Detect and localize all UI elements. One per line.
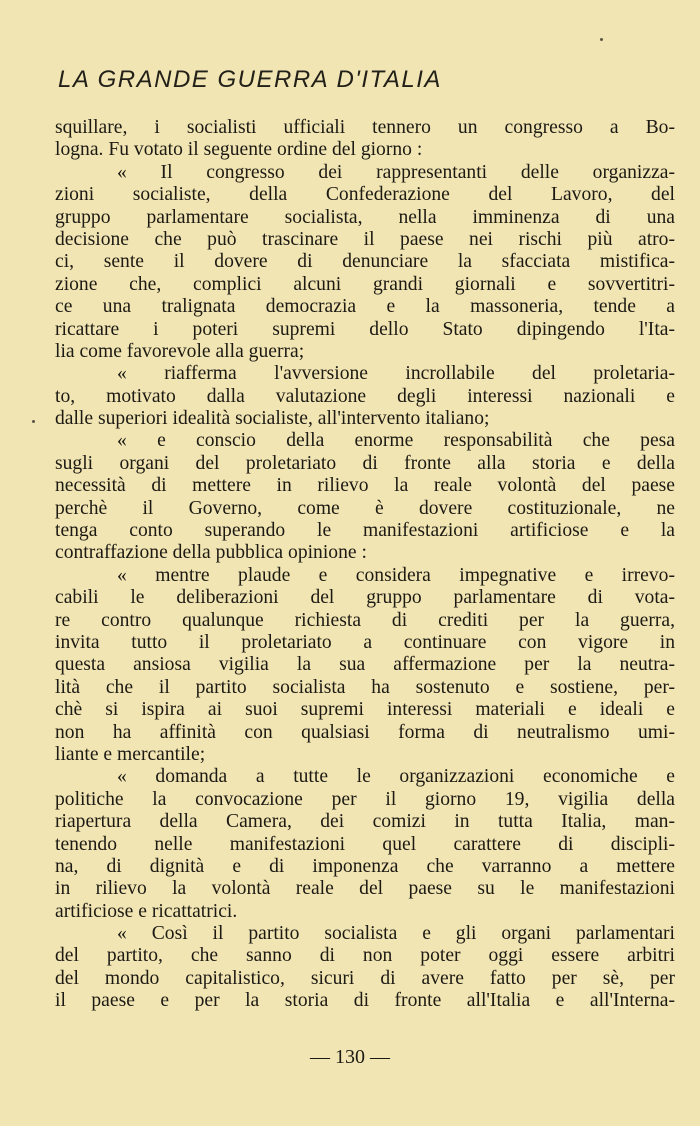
paper-speck [600,38,603,41]
text-line: liante e mercantile; [55,743,206,765]
text-line: « domanda a tutte le organizzazioni economiche e [117,766,675,788]
text-line: artificiose e ricattatrici. [55,900,238,922]
text-line: il paese e per la storia di fronte all'Italia e all'Interna- [55,990,675,1012]
text-line: « riafferma l'avversione incrollabile del proletaria- [117,363,675,385]
text-line: non ha affinità con qualsiasi forma di neutralismo umi- [55,721,675,743]
text-line: cabili le deliberazioni del gruppo parlamentare di vota- [55,587,675,609]
text-line: questa ansiosa vigilia la sua affermazione per la neutra- [55,654,675,676]
running-title: LA GRANDE GUERRA D'ITALIA [58,66,442,93]
text-line: na, di dignità e di imponenza che varranno a mettere [55,855,675,877]
text-line: chè si ispira ai suoi supremi interessi materiali e ideali e [55,699,675,721]
text-line: necessità di mettere in rilievo la reale volontà del paese [55,475,675,497]
text-line: lità che il partito socialista ha sostenuto e sostiene, per- [55,676,675,698]
text-line: dalle superiori idealità socialiste, all'intervento italiano; [55,408,490,430]
text-line: politiche la convocazione per il giorno 19, vigilia della [55,788,675,810]
text-line: del partito, che sanno di non poter oggi essere arbitri [55,945,675,967]
text-line: « Il congresso dei rappresentanti delle organizza- [117,161,675,183]
page-number: — 130 — [310,1046,390,1068]
text-line: re contro qualunque richiesta di crediti per la guerra, [55,609,675,631]
text-line: ce una tralignata democrazia e la massoneria, tende a [55,296,675,318]
text-line: gruppo parlamentare socialista, nella imminenza di una [55,206,675,228]
text-line: lia come favorevole alla guerra; [55,340,305,362]
text-line: tenendo nelle manifestazioni quel carattere di discipli- [55,833,675,855]
text-line: zione che, complici alcuni grandi giornali e sovvertitri- [55,273,675,295]
body-text [55,117,675,1013]
text-line: logna. Fu votato il seguente ordine del giorno : [55,139,423,161]
text-line: squillare, i socialisti ufficiali tennero un congresso a Bo- [55,117,675,138]
text-line: ricattare i poteri supremi dello Stato dipingendo l'Ita- [55,318,675,340]
text-line: « e conscio della enorme responsabilità che pesa [117,430,675,452]
text-line: invita tutto il proletariato a continuare con vigore in [55,631,675,653]
text-line: zioni socialiste, della Confederazione del Lavoro, del [55,184,675,206]
text-line: to, motivato dalla valutazione degli interessi nazionali e [55,385,675,407]
text-line: riapertura della Camera, dei comizi in tutta Italia, man- [55,811,675,833]
text-line: decisione che può trascinare il paese nei rischi più atro- [55,228,675,250]
paper-speck [32,420,35,423]
text-line: perchè il Governo, come è dovere costituzionale, ne [55,497,675,519]
text-line: del mondo capitalistico, sicuri di avere fatto per sè, per [55,967,675,989]
text-line: tenga conto superando le manifestazioni artificiose e la [55,520,675,542]
text-line: « Così il partito socialista e gli organi parlamentari [117,923,675,945]
text-line: contraffazione della pubblica opinione : [55,542,367,564]
text-line: « mentre plaude e considera impegnative e irrevo- [117,564,675,586]
text-line: in rilievo la volontà reale del paese su le manifestazioni [55,878,675,900]
text-line: sugli organi del proletariato di fronte alla storia e della [55,452,675,474]
text-line: ci, sente il dovere di denunciare la sfacciata mistifica- [55,251,675,273]
